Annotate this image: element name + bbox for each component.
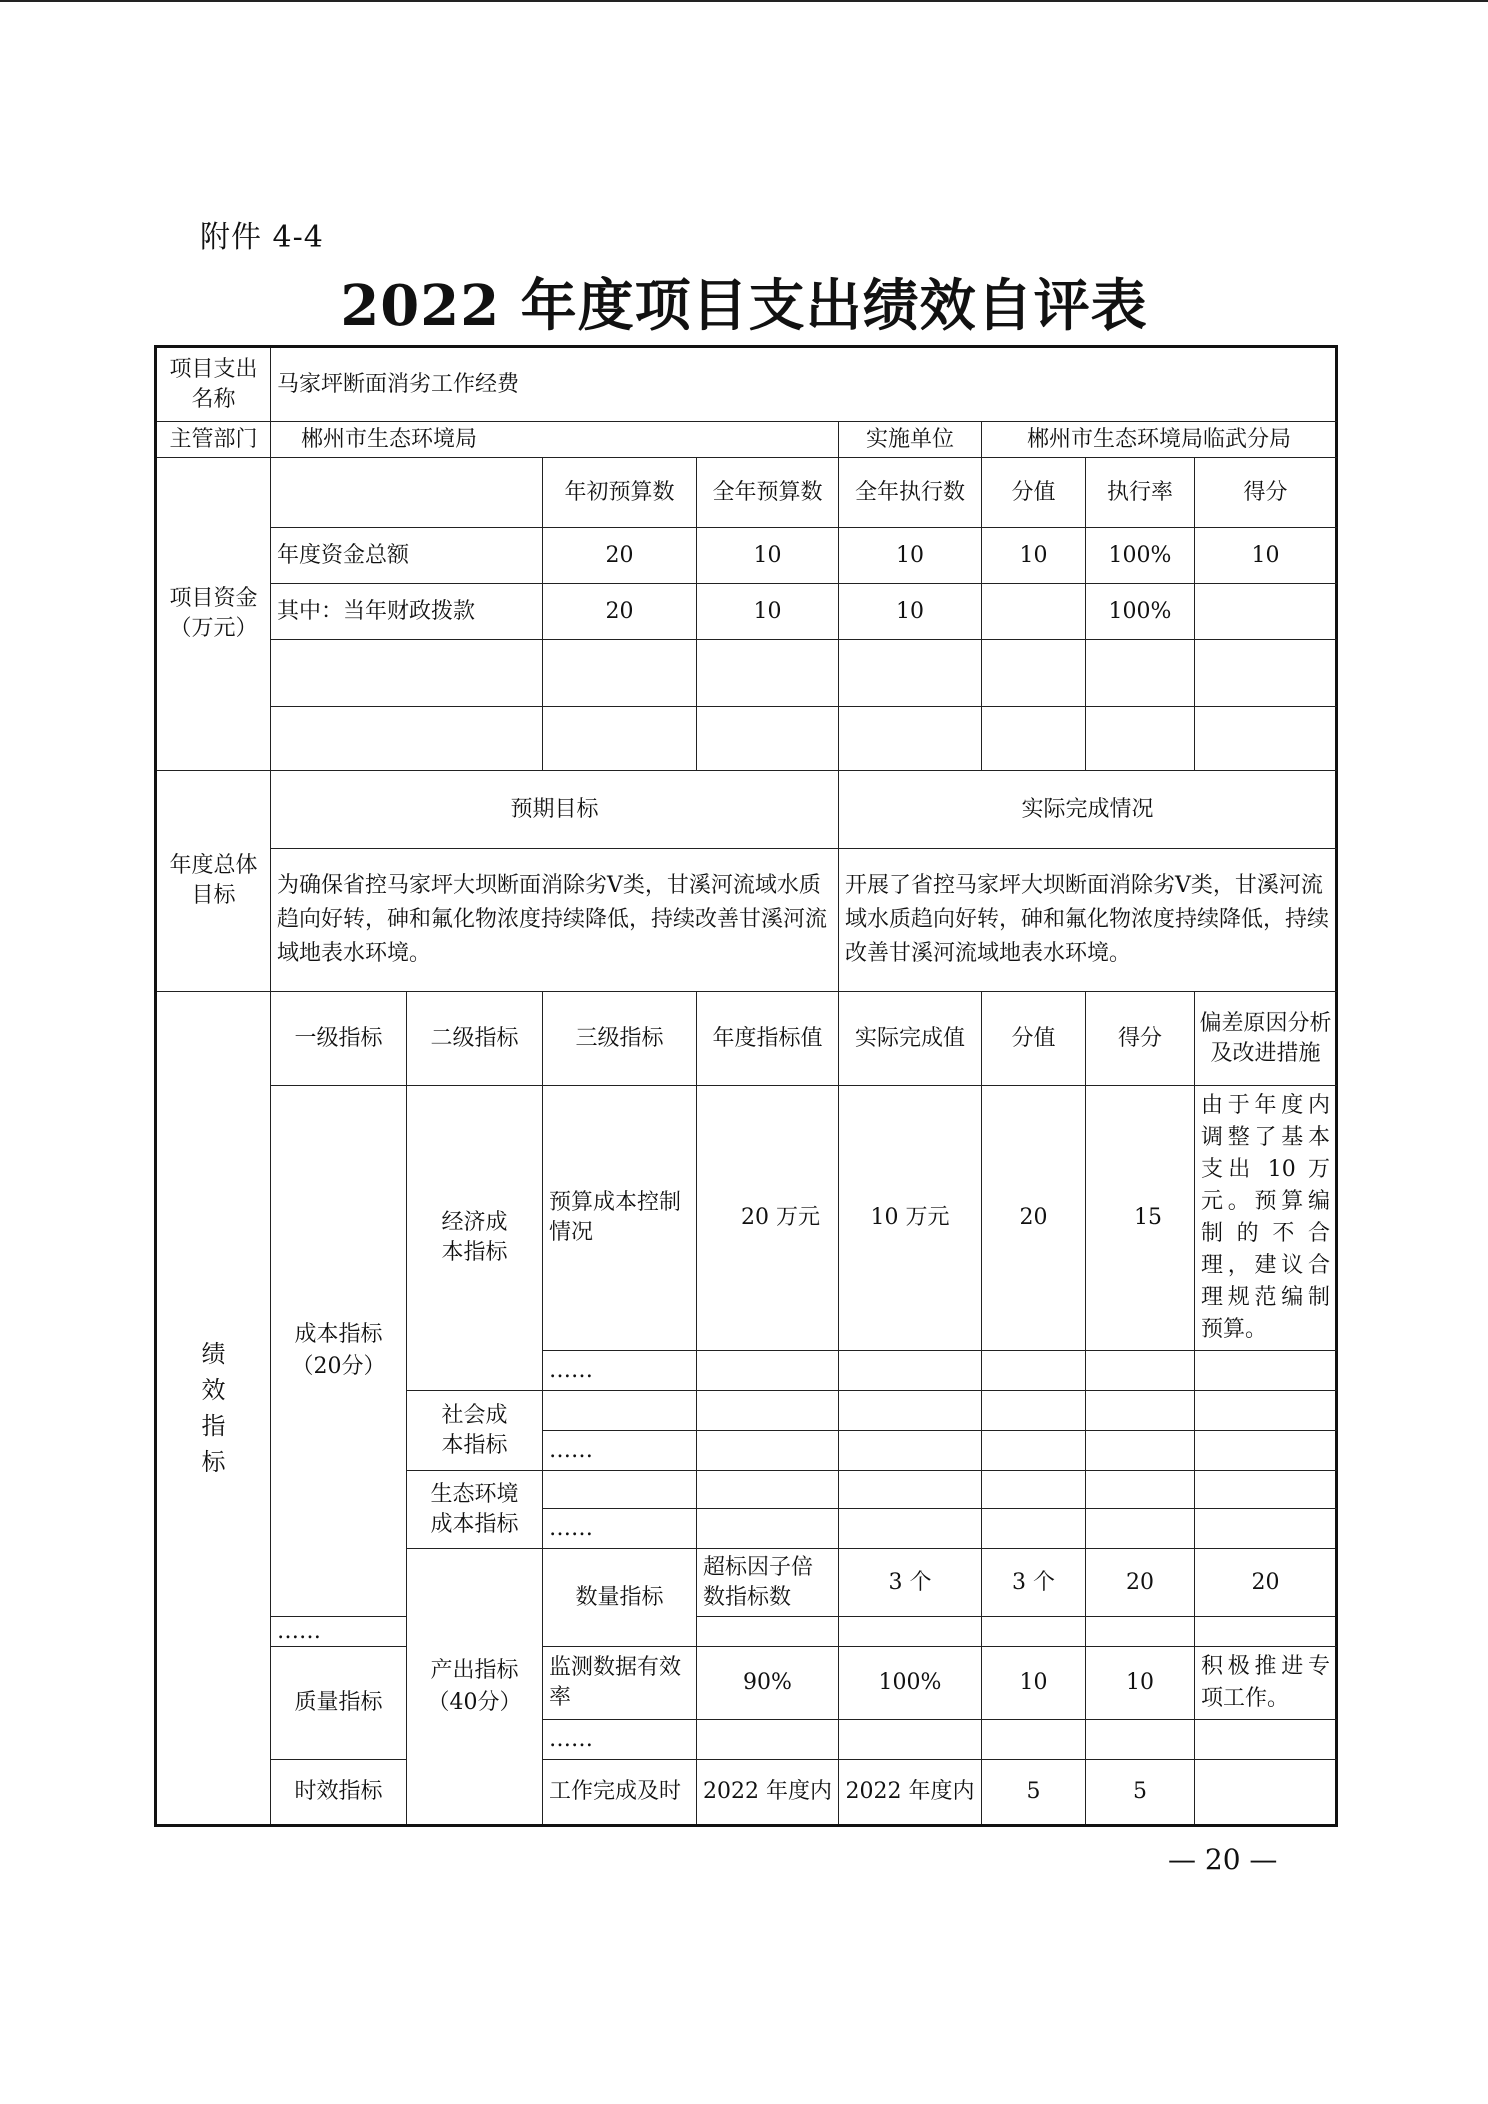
quantity-target: 3 个: [839, 1549, 982, 1617]
quality-item: 监测数据有效率: [543, 1647, 697, 1720]
funds-row-name: 其中：当年财政拨款: [271, 584, 543, 640]
empty-cell: [1195, 1391, 1337, 1431]
quantity-score-value: 20: [1086, 1549, 1195, 1617]
funds-row-full: 10: [697, 584, 839, 640]
empty-cell: [982, 1471, 1086, 1509]
header-initial-budget: 年初预算数: [543, 458, 697, 528]
ellipsis-cell: ……: [543, 1720, 697, 1760]
empty-cell: [697, 1509, 839, 1549]
empty-cell: [543, 707, 697, 771]
empty-cell: [982, 1431, 1086, 1471]
empty-cell: [982, 1617, 1086, 1647]
empty-cell: [1086, 1617, 1195, 1647]
empty-cell: [839, 1617, 982, 1647]
empty-cell: [1086, 1431, 1195, 1471]
ellipsis-cell: ……: [543, 1431, 697, 1471]
quality-score-value: 10: [982, 1647, 1086, 1720]
empty-cell: [1086, 1509, 1195, 1549]
empty-cell: [543, 1471, 697, 1509]
economic-cost-actual: 10 万元: [839, 1086, 982, 1351]
actual-completion-text: 开展了省控马家坪大坝断面消除劣Ⅴ类，甘溪河流域水质趋向好转，砷和氟化物浓度持续降低，持续改善甘溪河流域地表水环境。: [839, 849, 1337, 992]
header-exec: 全年执行数: [839, 458, 982, 528]
funds-row-full: 10: [697, 528, 839, 584]
header-full-budget: 全年预算数: [697, 458, 839, 528]
empty-cell: [543, 1391, 697, 1431]
funds-label: 项目资金（万元）: [156, 458, 271, 771]
empty-cell: [839, 1351, 982, 1391]
funds-row-score: 10: [1195, 528, 1337, 584]
header-score: 得分: [1195, 458, 1337, 528]
empty-cell: [697, 1391, 839, 1431]
empty-cell: [839, 707, 982, 771]
empty-cell: [1195, 1760, 1337, 1826]
project-name-value: 马家坪断面消劣工作经费: [271, 347, 1337, 422]
dept-label: 主管部门: [156, 422, 271, 458]
header-level1: 一级指标: [271, 992, 407, 1086]
timeliness-score-value: 5: [982, 1760, 1086, 1826]
funds-row-score: [1195, 584, 1337, 640]
quantity-score: 20: [1195, 1549, 1337, 1617]
empty-cell: [1195, 1617, 1337, 1647]
empty-cell: [982, 1351, 1086, 1391]
header-ind-score-value: 分值: [982, 992, 1086, 1086]
empty-cell: [982, 1391, 1086, 1431]
economic-cost-deviation: 由于年度内调整了基本支出 10 万元。预算编制的不合理，建议合理规范编制预算。: [1195, 1086, 1337, 1351]
empty-cell: [839, 640, 982, 707]
impl-value: 郴州市生态环境局临武分局: [982, 422, 1337, 458]
quantity-label: 数量指标: [543, 1549, 697, 1647]
empty-cell: [1195, 1431, 1337, 1471]
economic-cost-score-value: 20: [982, 1086, 1086, 1351]
header-target: 年度指标值: [697, 992, 839, 1086]
empty-cell: [839, 1509, 982, 1549]
eco-cost-label: 生态环境成本指标: [407, 1471, 543, 1549]
ellipsis-cell: ……: [271, 1617, 407, 1647]
empty-cell: [697, 640, 839, 707]
empty-cell: [839, 1391, 982, 1431]
timeliness-target: 2022 年度内: [697, 1760, 839, 1826]
header-actual: 实际完成值: [839, 992, 982, 1086]
funds-row-rate: 100%: [1086, 528, 1195, 584]
quantity-item: 超标因子倍数指标数: [697, 1549, 839, 1617]
header-level2: 二级指标: [407, 992, 543, 1086]
empty-cell: [1086, 1471, 1195, 1509]
page-number: — 20 —: [1168, 1843, 1278, 1876]
quality-actual: 100%: [839, 1647, 982, 1720]
empty-cell: [839, 1431, 982, 1471]
evaluation-table: [154, 345, 1338, 1827]
timeliness-item: 工作完成及时: [543, 1760, 697, 1826]
empty-cell: [1195, 1471, 1337, 1509]
empty-cell: [982, 1720, 1086, 1760]
header-deviation: 偏差原因分析及改进措施: [1195, 992, 1337, 1086]
economic-cost-label: 经济成本指标: [407, 1086, 543, 1391]
empty-cell: [697, 1720, 839, 1760]
empty-cell: [1086, 640, 1195, 707]
empty-cell: [1195, 640, 1337, 707]
empty-cell: [271, 707, 543, 771]
impl-label: 实施单位: [839, 422, 982, 458]
ellipsis-cell: ……: [543, 1351, 697, 1391]
empty-cell: [543, 640, 697, 707]
empty-cell: [1195, 1351, 1337, 1391]
quantity-actual: 3 个: [982, 1549, 1086, 1617]
funds-row-initial: 20: [543, 528, 697, 584]
empty-cell: [697, 707, 839, 771]
goals-label: 年度总体目标: [156, 771, 271, 992]
quality-deviation: 积极推进专项工作。: [1195, 1647, 1337, 1720]
empty-cell: [697, 1471, 839, 1509]
project-name-label: 项目支出名称: [156, 347, 271, 422]
empty-cell: [1086, 707, 1195, 771]
timeliness-actual: 2022 年度内: [839, 1760, 982, 1826]
indicators-label-text: 绩效指标: [201, 1340, 226, 1476]
empty-cell: [839, 1720, 982, 1760]
empty-cell: [982, 707, 1086, 771]
cost-indicator-label: 成本指标（20分）: [271, 1086, 407, 1617]
timeliness-label: 时效指标: [271, 1760, 407, 1826]
economic-cost-target: 20 万元: [697, 1086, 839, 1351]
top-rule: [0, 0, 1488, 2]
header-level3: 三级指标: [543, 992, 697, 1086]
header-ind-score: 得分: [1086, 992, 1195, 1086]
empty-cell: [1195, 707, 1337, 771]
empty-cell: [982, 1509, 1086, 1549]
empty-cell: [1195, 1720, 1337, 1760]
funds-row-initial: 20: [543, 584, 697, 640]
empty-cell: [697, 1617, 839, 1647]
empty-cell: [1195, 1509, 1337, 1549]
funds-row-exec: 10: [839, 528, 982, 584]
header-exec-rate: 执行率: [1086, 458, 1195, 528]
expected-goal-text: 为确保省控马家坪大坝断面消除劣Ⅴ类，甘溪河流域水质趋向好转，砷和氟化物浓度持续降低，持续改善甘溪河流域地表水环境。: [271, 849, 839, 992]
output-indicator-label: 产出指标（40分）: [407, 1549, 543, 1826]
empty-cell: [697, 1431, 839, 1471]
timeliness-score: 5: [1086, 1760, 1195, 1826]
indicators-label: [156, 992, 271, 1826]
quality-score: 10: [1086, 1647, 1195, 1720]
funds-row-name: 年度资金总额: [271, 528, 543, 584]
economic-cost-score: 15: [1086, 1086, 1195, 1351]
funds-row-exec: 10: [839, 584, 982, 640]
empty-cell: [839, 1471, 982, 1509]
empty-cell: [1086, 1351, 1195, 1391]
social-cost-label: 社会成本指标: [407, 1391, 543, 1471]
economic-cost-item: 预算成本控制情况: [543, 1086, 697, 1351]
empty-cell: [1086, 1391, 1195, 1431]
empty-cell: [982, 640, 1086, 707]
empty-cell: [697, 1351, 839, 1391]
funds-row-score-value: 10: [982, 528, 1086, 584]
ellipsis-cell: ……: [543, 1509, 697, 1549]
dept-value: 郴州市生态环境局: [271, 422, 839, 458]
empty-cell: [1086, 1720, 1195, 1760]
expected-goal-header: 预期目标: [271, 771, 839, 849]
page-title: 2022 年度项目支出绩效自评表: [340, 273, 1148, 339]
header-score-value: 分值: [982, 458, 1086, 528]
funds-row-score-value: [982, 584, 1086, 640]
funds-row-rate: 100%: [1086, 584, 1195, 640]
quality-label: 质量指标: [271, 1647, 407, 1760]
attachment-label: 附件 4-4: [200, 220, 324, 255]
funds-header-blank: [271, 458, 543, 528]
actual-completion-header: 实际完成情况: [839, 771, 1337, 849]
empty-cell: [271, 640, 543, 707]
quality-target: 90%: [697, 1647, 839, 1720]
